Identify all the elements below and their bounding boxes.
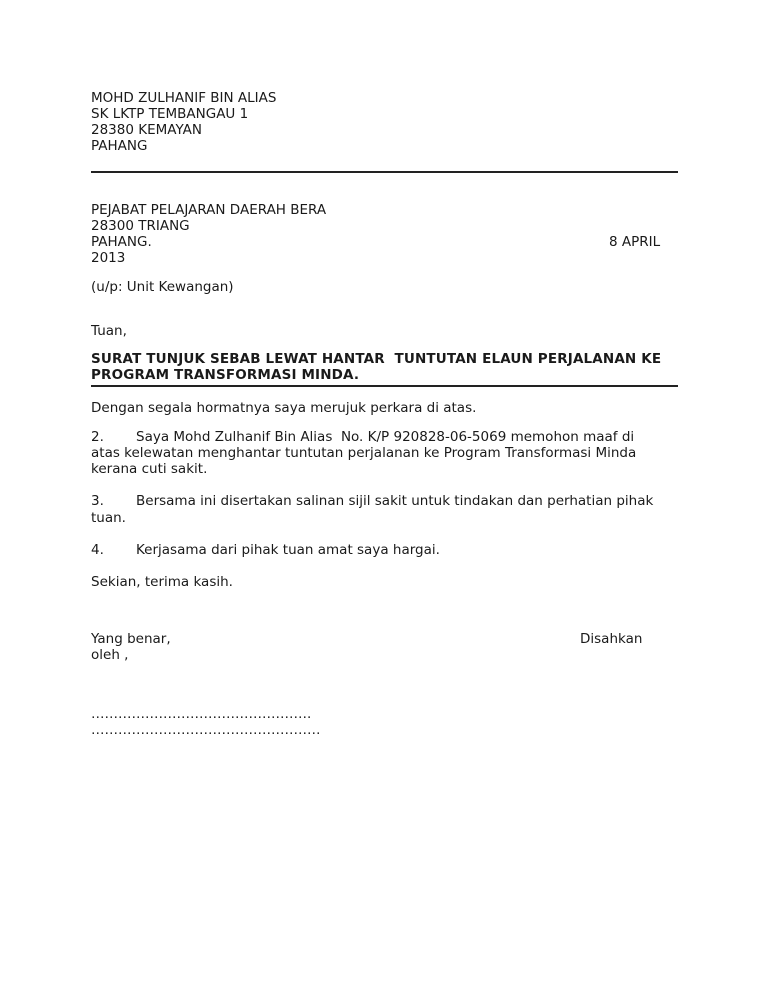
paragraph-4-number: 4. (91, 542, 104, 558)
recipient-office: PEJABAT PELAJARAN DAERAH BERA (91, 202, 327, 218)
paragraph-4-line-1 (91, 542, 440, 558)
paragraph-3-number: 3. (91, 493, 104, 509)
paragraph-2-text: Saya Mohd Zulhanif Bin Alias No. K/P 920828-06-5069 memohon maaf di (136, 429, 635, 445)
signature-dots-2: …………………………………………… (91, 722, 321, 738)
signoff-left: Yang benar, (91, 631, 171, 647)
paragraph-4-text: Kerjasama dari pihak tuan amat saya hargai. (136, 542, 440, 558)
paragraph-3-line-2: tuan. (91, 510, 126, 526)
opening-paragraph: Dengan segala hormatnya saya merujuk perkara di atas. (91, 400, 477, 416)
signoff-right: Disahkan (580, 631, 643, 647)
paragraph-2-line-2: atas kelewatan menghantar tuntutan perjalanan ke Program Transformasi Minda (91, 445, 637, 461)
salutation: Tuan, (91, 323, 127, 339)
signoff-wrap: oleh , (91, 647, 129, 663)
closing-line: Sekian, terima kasih. (91, 574, 233, 590)
subject-underline (91, 385, 678, 387)
paragraph-2-line-1 (91, 429, 634, 445)
sender-name: MOHD ZULHANIF BIN ALIAS (91, 90, 277, 106)
signature-dots-1: …………………………………………. (91, 706, 312, 722)
sender-postcode-town: 28380 KEMAYAN (91, 122, 202, 138)
letter-date: 8 APRIL (609, 234, 661, 250)
subject-line-1: SURAT TUNJUK SEBAB LEWAT HANTAR TUNTUTAN ELAUN PERJALANAN KE (91, 351, 662, 367)
paragraph-3-text: Bersama ini disertakan salinan sijil sakit untuk tindakan dan perhatian pihak (136, 493, 654, 509)
sender-state: PAHANG (91, 138, 148, 154)
subject-line-2: PROGRAM TRANSFORMASI MINDA. (91, 367, 360, 383)
header-divider (91, 171, 678, 173)
paragraph-2-number: 2. (91, 429, 104, 445)
sender-school: SK LKTP TEMBANGAU 1 (91, 106, 249, 122)
recipient-attention: (u/p: Unit Kewangan) (91, 279, 234, 295)
letter-date-year: 2013 (91, 250, 126, 266)
recipient-postcode-town: 28300 TRIANG (91, 218, 190, 234)
paragraph-2-line-3: kerana cuti sakit. (91, 461, 208, 477)
paragraph-3-line-1 (91, 493, 653, 509)
recipient-state: PAHANG. (91, 234, 152, 250)
